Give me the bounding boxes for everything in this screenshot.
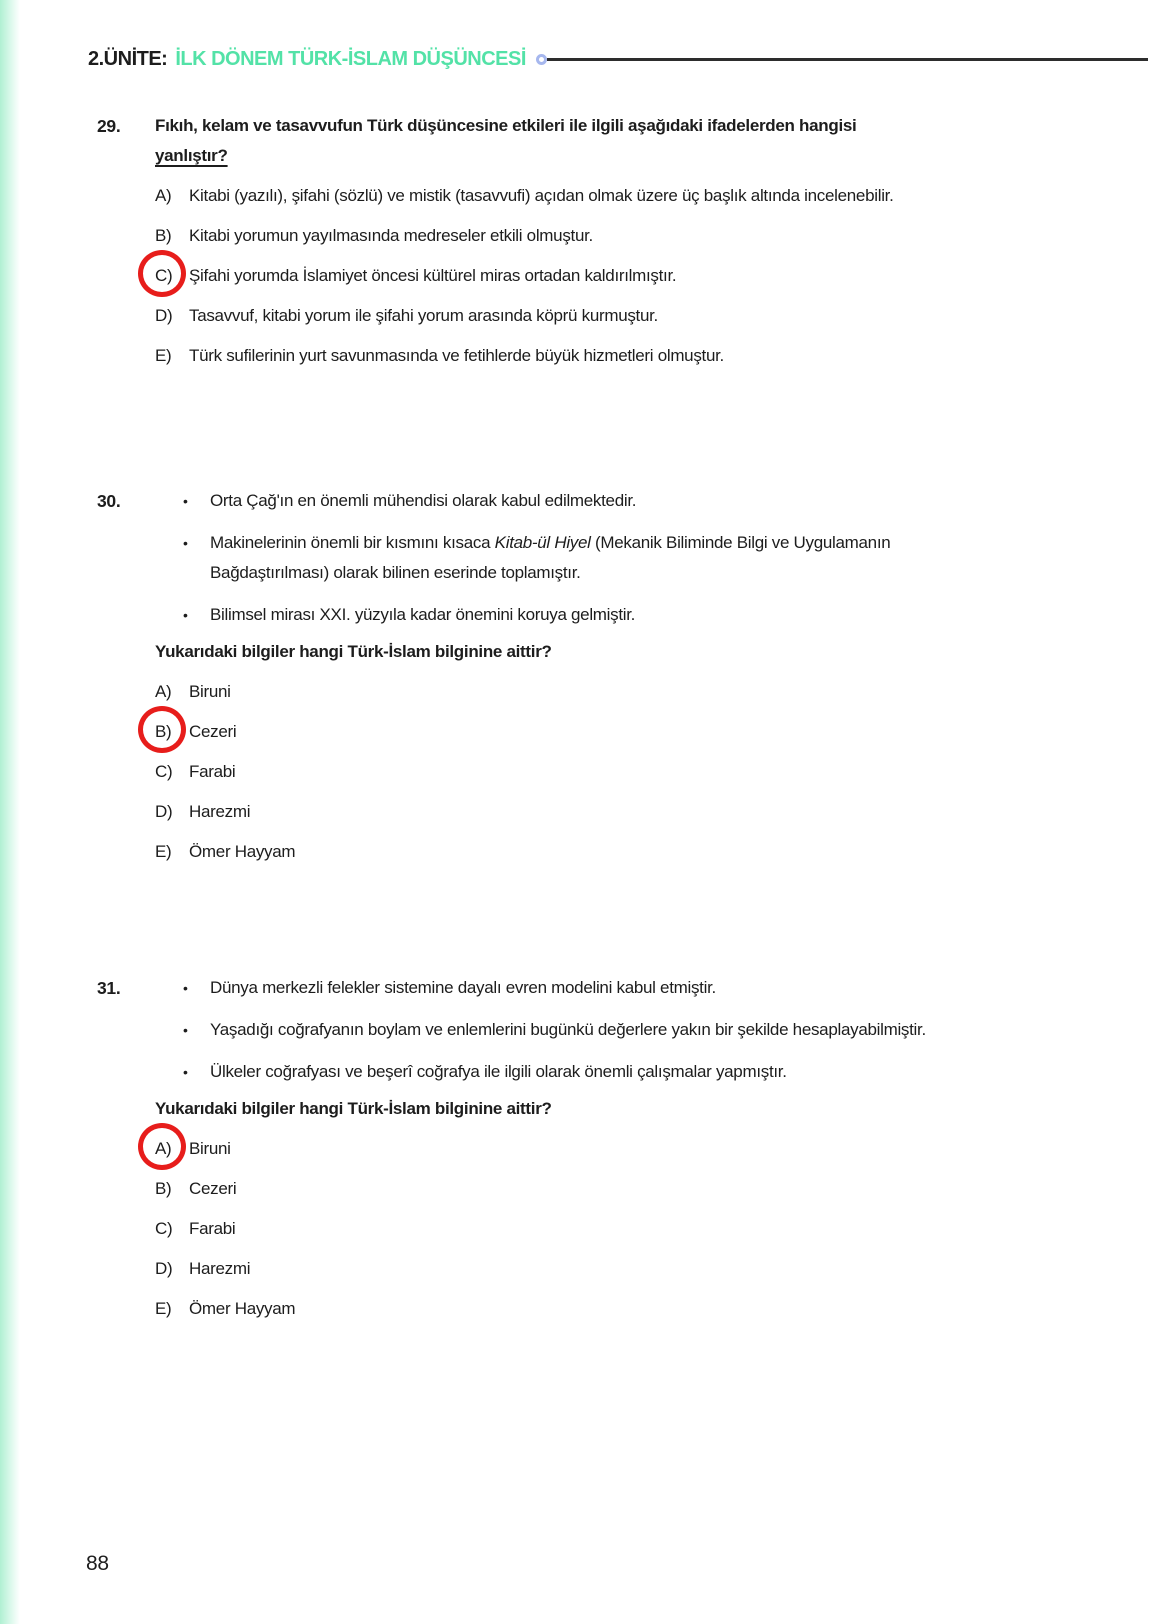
header-rule — [547, 58, 1148, 61]
unit-header — [0, 0, 1152, 71]
option-d — [155, 800, 1096, 823]
bullet-list — [155, 973, 1055, 1087]
ring-icon — [536, 54, 547, 65]
option-text: Cezeri — [189, 722, 237, 741]
option-text: Biruni — [189, 682, 231, 701]
options-list — [155, 1137, 1096, 1320]
option-b — [155, 720, 1096, 743]
question-29 — [97, 111, 1096, 367]
option-text: Harezmi — [189, 1259, 251, 1278]
unit-title: İLK DÖNEM TÜRK-İSLAM DÜŞÜNCESİ — [175, 48, 526, 70]
option-text: Türk sufilerinin yurt savunmasında ve fetihlerde büyük hizmetleri olmuştur. — [189, 346, 724, 365]
option-c — [155, 1217, 1096, 1240]
option-b — [155, 1177, 1096, 1200]
option-a — [155, 1137, 1096, 1160]
options-list — [155, 680, 1096, 863]
answer-circle-icon — [138, 1123, 186, 1170]
option-text: Kitabi yorumun yayılmasında medreseler etkili olmuştur. — [189, 226, 593, 245]
option-letter: A) — [155, 1137, 189, 1160]
page-edge-stripe — [0, 0, 20, 1624]
bullet-item — [155, 973, 1055, 1003]
bullet-item — [155, 1015, 1055, 1045]
bullet-icon: • — [183, 493, 188, 509]
bullet-icon: • — [183, 535, 188, 551]
question-prompt: Yukarıdaki bilgiler hangi Türk-İslam bilginine aittir? — [155, 1099, 552, 1118]
question-stem-text: Fıkıh, kelam ve tasavvufun Türk düşüncesine etkileri ile ilgili aşağıdaki ifadelerden hangisi — [155, 116, 857, 135]
option-letter: D) — [155, 802, 173, 821]
page-number: 88 — [86, 1552, 109, 1575]
bullet-text: Ülkeler coğrafyası ve beşerî coğrafya ile ilgili olarak önemli çalışmalar yapmıştır. — [210, 1062, 787, 1081]
answer-circle-icon — [138, 250, 186, 297]
option-letter: C) — [155, 264, 189, 287]
option-text: Biruni — [189, 1139, 231, 1158]
option-text: Kitabi (yazılı), şifahi (sözlü) ve mistik (tasavvufi) açıdan olmak üzere üç başlık altında incelenebilir. — [189, 186, 894, 205]
option-letter: D) — [155, 306, 173, 325]
option-a — [155, 680, 1096, 703]
option-e — [155, 1297, 1096, 1320]
option-letter: C) — [155, 762, 173, 781]
option-letter: A) — [155, 186, 172, 205]
option-letter: E) — [155, 842, 172, 861]
option-e — [155, 344, 1096, 367]
bullet-text: Makinelerinin önemli bir kısmını kısaca Kitab-ül Hiyel (Mekanik Biliminde Bilgi ve Uygulamanın Bağdaştırılması) olarak bilinen eserinde toplamıştır. — [210, 533, 891, 582]
option-text: Harezmi — [189, 802, 251, 821]
bullet-item — [155, 486, 1055, 516]
option-text: Tasavvuf, kitabi yorum ile şifahi yorum arasında köprü kurmuştur. — [189, 306, 658, 325]
bullet-item — [155, 1057, 1055, 1087]
question-stem-underlined: yanlıştır? — [155, 146, 228, 165]
question-number: 30. — [97, 491, 121, 511]
option-letter: E) — [155, 1299, 172, 1318]
options-list — [155, 184, 1096, 367]
bullet-list — [155, 486, 1055, 630]
question-31 — [97, 973, 1096, 1320]
bullet-icon: • — [183, 1064, 188, 1080]
question-stem — [155, 111, 1035, 171]
option-letter: C) — [155, 1219, 173, 1238]
question-number: 29. — [97, 116, 121, 136]
option-letter: B) — [155, 720, 189, 743]
bullet-icon: • — [183, 980, 188, 996]
bullet-item — [155, 600, 1055, 630]
option-a — [155, 184, 1096, 207]
option-letter: B) — [155, 226, 172, 245]
option-text: Ömer Hayyam — [189, 1299, 296, 1318]
question-number: 31. — [97, 978, 121, 998]
option-c — [155, 760, 1096, 783]
option-d — [155, 1257, 1096, 1280]
bullet-text: Orta Çağ'ın en önemli mühendisi olarak kabul edilmektedir. — [210, 491, 637, 510]
option-text: Şifahi yorumda İslamiyet öncesi kültürel miras ortadan kaldırılmıştır. — [189, 266, 677, 285]
bullet-text: Yaşadığı coğrafyanın boylam ve enlemlerini bugünkü değerlere yakın bir şekilde hesaplayabilmiştir. — [210, 1020, 926, 1039]
question-30 — [97, 486, 1096, 863]
option-c — [155, 264, 1096, 287]
option-text: Farabi — [189, 1219, 236, 1238]
bullet-item — [155, 528, 1055, 588]
option-e — [155, 840, 1096, 863]
option-d — [155, 304, 1096, 327]
option-b — [155, 224, 1096, 247]
option-letter: A) — [155, 682, 172, 701]
option-letter: B) — [155, 1179, 172, 1198]
option-letter: E) — [155, 346, 172, 365]
unit-label: 2.ÜNİTE: — [88, 48, 168, 70]
option-text: Ömer Hayyam — [189, 842, 296, 861]
book-title-italic: Kitab-ül Hiyel — [494, 533, 591, 552]
answer-circle-icon — [138, 706, 186, 753]
bullet-text: Bilimsel mirası XXI. yüzyıla kadar önemini koruya gelmiştir. — [210, 605, 636, 624]
question-prompt: Yukarıdaki bilgiler hangi Türk-İslam bilginine aittir? — [155, 642, 552, 661]
bullet-icon: • — [183, 607, 188, 623]
option-letter: D) — [155, 1259, 173, 1278]
bullet-icon: • — [183, 1022, 188, 1038]
option-text: Farabi — [189, 762, 236, 781]
option-text: Cezeri — [189, 1179, 237, 1198]
bullet-text: Dünya merkezli felekler sistemine dayalı evren modelini kabul etmiştir. — [210, 978, 716, 997]
